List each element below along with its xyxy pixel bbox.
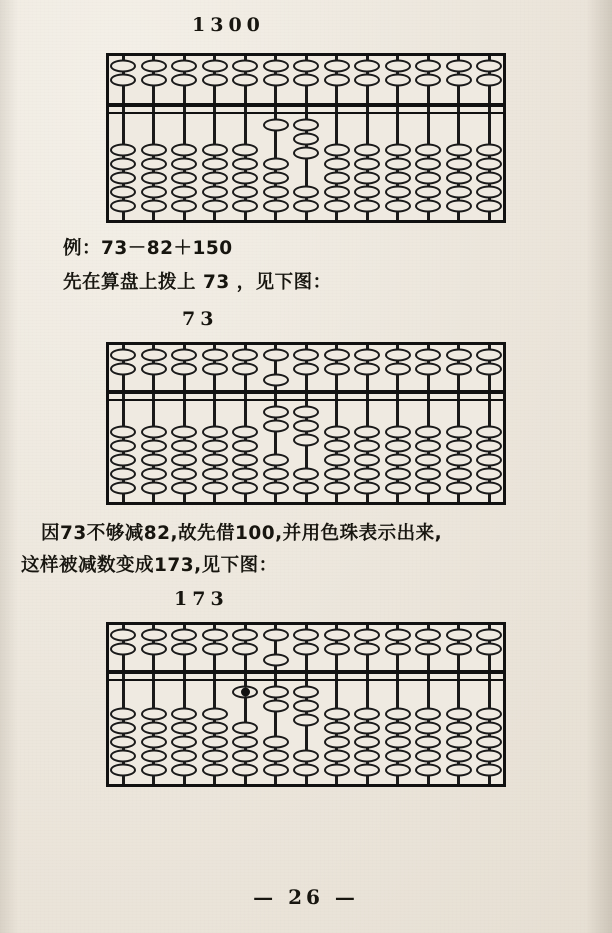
abacus-bead-lower — [202, 426, 228, 439]
abacus-bead-lower — [354, 144, 380, 157]
abacus-bead-upper — [385, 74, 411, 87]
abacus-bead-upper — [476, 349, 502, 362]
abacus-bead-lower — [385, 440, 411, 453]
abacus-bead-upper — [141, 629, 167, 642]
abacus-bead-lower — [202, 736, 228, 749]
abacus-bead-upper — [263, 654, 289, 667]
abacus-bead-lower — [110, 200, 136, 213]
abacus-bead-lower — [141, 722, 167, 735]
abacus-bead-lower — [263, 406, 289, 419]
abacus-diagram-173 — [106, 622, 506, 787]
caption-abacus-1300: 1300 — [192, 14, 265, 36]
abacus-bead-upper — [324, 60, 350, 73]
abacus-bead-lower — [171, 482, 197, 495]
abacus-bead-lower — [476, 736, 502, 749]
abacus-bead-upper — [141, 363, 167, 376]
abacus-bead-lower — [293, 750, 319, 763]
paragraph-step: 先在算盘上拨上 73 ，见下图： — [63, 272, 332, 293]
abacus-bead-lower — [110, 722, 136, 735]
abacus-bead-upper — [415, 60, 441, 73]
abacus-bead-lower — [354, 468, 380, 481]
abacus-bead-upper — [263, 349, 289, 362]
abacus-bead-upper — [202, 74, 228, 87]
abacus-bead-lower — [354, 750, 380, 763]
abacus-beam — [109, 670, 503, 674]
abacus-beam-secondary — [109, 112, 503, 114]
caption-abacus-73: 73 — [182, 308, 219, 330]
abacus-bead-lower — [354, 736, 380, 749]
abacus-bead-lower — [354, 200, 380, 213]
abacus-bead-upper — [476, 629, 502, 642]
abacus-bead-lower — [263, 468, 289, 481]
abacus-bead-lower — [110, 186, 136, 199]
abacus-bead-lower — [415, 454, 441, 467]
abacus-bead-lower — [202, 172, 228, 185]
abacus-bead-lower — [263, 454, 289, 467]
abacus-bead-upper — [202, 349, 228, 362]
abacus-bead-lower — [171, 440, 197, 453]
abacus-bead-lower — [354, 454, 380, 467]
abacus-bead-lower — [385, 454, 411, 467]
abacus-bead-lower — [293, 700, 319, 713]
abacus-bead-upper — [171, 60, 197, 73]
abacus-beam-secondary — [109, 679, 503, 681]
abacus-bead-upper — [415, 349, 441, 362]
abacus-bead-lower — [202, 722, 228, 735]
abacus-bead-lower — [263, 172, 289, 185]
abacus-bead-lower — [202, 468, 228, 481]
abacus-bead-upper — [263, 74, 289, 87]
abacus-bead-lower — [293, 434, 319, 447]
abacus-bead-lower — [293, 147, 319, 160]
abacus-bead-lower — [476, 426, 502, 439]
abacus-bead-lower — [324, 482, 350, 495]
abacus-bead-lower — [232, 722, 258, 735]
paragraph-explain-2: 这样被减数变成173,见下图： — [21, 555, 278, 576]
abacus-bead-upper — [232, 74, 258, 87]
abacus-bead-upper — [171, 629, 197, 642]
abacus-bead-upper — [324, 629, 350, 642]
page-number: — 26 — — [253, 885, 359, 909]
abacus-bead-lower — [141, 200, 167, 213]
abacus-bead-lower — [110, 736, 136, 749]
abacus-bead-lower — [141, 482, 167, 495]
abacus-bead-lower — [171, 454, 197, 467]
abacus-bead-lower — [141, 764, 167, 777]
abacus-bead-upper — [293, 74, 319, 87]
abacus-bead-lower — [232, 736, 258, 749]
abacus-bead-lower — [476, 186, 502, 199]
abacus-bead-lower — [232, 750, 258, 763]
abacus-bead-upper — [446, 363, 472, 376]
abacus-bead-lower — [415, 722, 441, 735]
abacus-bead-upper — [293, 643, 319, 656]
abacus-bead-lower — [354, 764, 380, 777]
abacus-bead-lower — [202, 186, 228, 199]
abacus-bead-lower — [141, 426, 167, 439]
abacus-bead-lower — [446, 144, 472, 157]
abacus-bead-lower — [171, 200, 197, 213]
abacus-bead-lower — [232, 468, 258, 481]
abacus-bead-lower — [324, 440, 350, 453]
abacus-bead-upper — [354, 363, 380, 376]
abacus-bead-upper — [293, 60, 319, 73]
abacus-bead-upper — [232, 60, 258, 73]
abacus-bead-lower — [385, 200, 411, 213]
abacus-bead-lower — [446, 764, 472, 777]
abacus-bead-lower — [415, 764, 441, 777]
abacus-bead-lower — [171, 158, 197, 171]
abacus-bead-upper — [446, 349, 472, 362]
abacus-bead-upper — [415, 363, 441, 376]
abacus-bead-upper — [110, 643, 136, 656]
abacus-bead-lower — [446, 482, 472, 495]
abacus-bead-lower — [232, 764, 258, 777]
abacus-bead-lower — [232, 158, 258, 171]
abacus-bead-lower — [354, 482, 380, 495]
abacus-bead-upper — [110, 60, 136, 73]
abacus-bead-upper — [324, 363, 350, 376]
abacus-bead-lower — [446, 708, 472, 721]
abacus-bead-upper — [446, 60, 472, 73]
abacus-bead-lower — [324, 144, 350, 157]
abacus-diagram-73 — [106, 342, 506, 505]
abacus-bead-lower — [446, 468, 472, 481]
abacus-beam — [109, 390, 503, 394]
abacus-bead-lower — [171, 426, 197, 439]
abacus-bead-lower — [476, 482, 502, 495]
abacus-diagram-1300 — [106, 53, 506, 223]
abacus-bead-upper — [415, 643, 441, 656]
abacus-bead-upper — [171, 363, 197, 376]
abacus-bead-upper — [202, 363, 228, 376]
paragraph-example: 例：73－82＋150 — [63, 238, 233, 259]
abacus-bead-lower — [446, 426, 472, 439]
abacus-bead-lower — [324, 454, 350, 467]
abacus-bead-lower — [141, 750, 167, 763]
abacus-bead-upper — [293, 629, 319, 642]
abacus-bead-lower — [293, 468, 319, 481]
abacus-bead-upper — [476, 363, 502, 376]
abacus-bead-lower — [141, 736, 167, 749]
abacus-bead-lower — [324, 722, 350, 735]
abacus-bead-upper — [110, 74, 136, 87]
abacus-bead-lower — [476, 764, 502, 777]
abacus-bead-lower — [110, 172, 136, 185]
abacus-bead-upper — [385, 349, 411, 362]
abacus-bead-lower — [263, 736, 289, 749]
abacus-bead-lower — [446, 736, 472, 749]
abacus-bead-lower — [476, 468, 502, 481]
abacus-bead-upper — [324, 349, 350, 362]
abacus-bead-lower — [415, 482, 441, 495]
abacus-bead-lower — [324, 172, 350, 185]
abacus-bead-lower — [476, 200, 502, 213]
paragraph-explain-1: 因73不够减82,故先借100,并用色珠表示出来, — [41, 523, 443, 544]
abacus-bead-lower — [415, 440, 441, 453]
abacus-bead-lower — [293, 764, 319, 777]
abacus-bead-upper — [202, 60, 228, 73]
abacus-bead-lower — [354, 172, 380, 185]
abacus-bead-upper — [354, 74, 380, 87]
abacus-bead-lower — [171, 750, 197, 763]
abacus-bead-lower — [110, 426, 136, 439]
abacus-bead-lower — [141, 708, 167, 721]
abacus-bead-lower — [446, 722, 472, 735]
abacus-bead-upper — [446, 74, 472, 87]
page-edge-shadow-right — [586, 0, 612, 933]
abacus-bead-lower — [354, 708, 380, 721]
abacus-bead-lower — [171, 736, 197, 749]
abacus-bead-lower — [415, 200, 441, 213]
abacus-bead-lower — [263, 158, 289, 171]
abacus-beam-secondary — [109, 399, 503, 401]
abacus-bead-lower — [293, 119, 319, 132]
abacus-bead-lower — [385, 144, 411, 157]
abacus-bead-upper — [110, 363, 136, 376]
abacus-bead-lower — [385, 426, 411, 439]
abacus-bead-lower — [446, 750, 472, 763]
abacus-bead-lower — [202, 482, 228, 495]
abacus-bead-lower — [293, 482, 319, 495]
abacus-bead-lower — [110, 454, 136, 467]
abacus-bead-lower — [232, 440, 258, 453]
abacus-bead-lower — [232, 454, 258, 467]
abacus-bead-lower — [171, 172, 197, 185]
abacus-bead-lower — [385, 736, 411, 749]
abacus-bead-lower — [415, 158, 441, 171]
abacus-bead-upper — [202, 643, 228, 656]
abacus-bead-upper — [385, 363, 411, 376]
abacus-bead-lower — [263, 686, 289, 699]
abacus-bead-lower — [476, 454, 502, 467]
abacus-bead-lower — [476, 722, 502, 735]
abacus-bead-upper — [415, 74, 441, 87]
abacus-bead-lower — [202, 764, 228, 777]
abacus-bead-lower — [415, 172, 441, 185]
abacus-bead-lower — [293, 406, 319, 419]
abacus-bead-lower — [446, 172, 472, 185]
abacus-bead-upper — [263, 60, 289, 73]
abacus-bead-lower — [263, 420, 289, 433]
abacus-bead-lower — [324, 750, 350, 763]
abacus-bead-lower — [171, 144, 197, 157]
abacus-bead-lower — [385, 158, 411, 171]
abacus-bead-lower — [385, 186, 411, 199]
abacus-bead-lower — [476, 708, 502, 721]
abacus-beam — [109, 103, 503, 107]
abacus-bead-upper — [171, 349, 197, 362]
abacus-bead-lower — [263, 750, 289, 763]
abacus-bead-lower — [232, 144, 258, 157]
abacus-bead-upper — [110, 349, 136, 362]
abacus-bead-lower — [354, 158, 380, 171]
abacus-bead-upper — [232, 349, 258, 362]
abacus-bead-lower — [202, 708, 228, 721]
abacus-bead-upper — [232, 629, 258, 642]
abacus-bead-lower — [263, 119, 289, 132]
abacus-bead-upper — [293, 349, 319, 362]
abacus-bead-upper — [476, 643, 502, 656]
abacus-bead-upper — [263, 374, 289, 387]
abacus-bead-lower — [202, 144, 228, 157]
abacus-bead-lower — [476, 750, 502, 763]
abacus-bead-lower — [202, 750, 228, 763]
abacus-bead-lower — [324, 200, 350, 213]
abacus-bead-lower — [324, 708, 350, 721]
abacus-bead-lower — [141, 468, 167, 481]
abacus-bead-lower — [263, 700, 289, 713]
abacus-bead-upper — [385, 643, 411, 656]
abacus-bead-lower — [263, 482, 289, 495]
abacus-bead-upper — [202, 629, 228, 642]
abacus-bead-lower — [232, 482, 258, 495]
abacus-bead-upper — [476, 74, 502, 87]
abacus-frame-inner — [109, 345, 503, 502]
abacus-bead-lower — [476, 172, 502, 185]
abacus-bead-lower — [446, 200, 472, 213]
abacus-bead-lower — [324, 468, 350, 481]
abacus-bead-lower — [110, 440, 136, 453]
abacus-bead-lower — [263, 200, 289, 213]
abacus-bead-lower — [141, 172, 167, 185]
abacus-bead-upper — [171, 74, 197, 87]
abacus-bead-lower — [446, 158, 472, 171]
abacus-bead-lower — [324, 426, 350, 439]
abacus-bead-lower — [171, 186, 197, 199]
abacus-bead-lower — [354, 426, 380, 439]
abacus-bead-lower — [110, 482, 136, 495]
abacus-bead-lower — [110, 750, 136, 763]
abacus-bead-lower — [110, 158, 136, 171]
abacus-bead-upper — [324, 643, 350, 656]
abacus-bead-upper — [110, 629, 136, 642]
abacus-bead-lower — [476, 158, 502, 171]
abacus-bead-upper — [354, 643, 380, 656]
abacus-bead-lower — [110, 764, 136, 777]
abacus-bead-lower — [171, 764, 197, 777]
abacus-bead-upper — [141, 60, 167, 73]
abacus-bead-lower — [476, 440, 502, 453]
abacus-bead-lower — [202, 200, 228, 213]
abacus-bead-lower — [415, 750, 441, 763]
abacus-bead-lower — [324, 764, 350, 777]
abacus-bead-lower — [385, 764, 411, 777]
abacus-bead-lower — [293, 686, 319, 699]
abacus-bead-lower — [293, 133, 319, 146]
abacus-bead-lower — [232, 200, 258, 213]
caption-abacus-173: 173 — [174, 588, 229, 610]
abacus-frame-inner — [109, 56, 503, 220]
abacus-bead-lower — [110, 468, 136, 481]
abacus-bead-lower — [415, 144, 441, 157]
abacus-bead-lower — [324, 736, 350, 749]
abacus-bead-upper — [171, 643, 197, 656]
abacus-bead-lower — [293, 200, 319, 213]
abacus-bead-lower — [263, 764, 289, 777]
abacus-frame-inner — [109, 625, 503, 784]
abacus-bead-upper — [385, 629, 411, 642]
abacus-bead-upper — [293, 363, 319, 376]
abacus-bead-lower — [171, 722, 197, 735]
abacus-bead-lower — [202, 454, 228, 467]
abacus-bead-lower — [446, 440, 472, 453]
abacus-bead-lower — [232, 186, 258, 199]
abacus-bead-lower — [324, 158, 350, 171]
abacus-bead-lower — [446, 454, 472, 467]
abacus-bead-lower — [415, 468, 441, 481]
abacus-bead-lower — [415, 736, 441, 749]
abacus-bead-upper — [415, 629, 441, 642]
abacus-bead-lower — [415, 708, 441, 721]
abacus-bead-lower — [141, 158, 167, 171]
abacus-bead-lower — [385, 708, 411, 721]
abacus-bead-lower — [354, 186, 380, 199]
abacus-bead-lower — [385, 722, 411, 735]
abacus-bead-lower — [385, 468, 411, 481]
abacus-bead-upper — [354, 629, 380, 642]
abacus-bead-lower — [110, 708, 136, 721]
abacus-bead-lower — [293, 420, 319, 433]
page-edge-shadow-left — [0, 0, 18, 933]
abacus-bead-lower — [141, 454, 167, 467]
abacus-bead-upper — [354, 349, 380, 362]
abacus-bead-lower — [110, 144, 136, 157]
abacus-bead-lower — [202, 440, 228, 453]
abacus-bead-lower — [415, 186, 441, 199]
abacus-bead-lower — [446, 186, 472, 199]
abacus-bead-lower — [324, 186, 350, 199]
abacus-bead-lower — [232, 426, 258, 439]
abacus-bead-lower — [385, 172, 411, 185]
abacus-bead-lower — [354, 722, 380, 735]
abacus-bead-lower — [171, 468, 197, 481]
abacus-bead-upper — [476, 60, 502, 73]
abacus-bead-lower — [202, 158, 228, 171]
abacus-bead-upper — [446, 629, 472, 642]
abacus-bead-lower — [293, 186, 319, 199]
abacus-bead-upper — [232, 363, 258, 376]
abacus-bead-lower — [476, 144, 502, 157]
abacus-bead-upper — [141, 349, 167, 362]
abacus-bead-lower — [385, 750, 411, 763]
abacus-bead-lower — [141, 144, 167, 157]
abacus-bead-lower — [141, 186, 167, 199]
abacus-bead-upper — [446, 643, 472, 656]
abacus-bead-colored — [232, 686, 258, 699]
abacus-bead-upper — [385, 60, 411, 73]
abacus-bead-lower — [385, 482, 411, 495]
abacus-bead-upper — [263, 629, 289, 642]
abacus-bead-upper — [232, 643, 258, 656]
abacus-bead-lower — [171, 708, 197, 721]
abacus-bead-lower — [415, 426, 441, 439]
abacus-bead-lower — [354, 440, 380, 453]
abacus-bead-lower — [232, 172, 258, 185]
abacus-bead-upper — [324, 74, 350, 87]
abacus-bead-upper — [354, 60, 380, 73]
abacus-bead-upper — [141, 643, 167, 656]
abacus-bead-lower — [141, 440, 167, 453]
abacus-bead-lower — [293, 714, 319, 727]
abacus-bead-lower — [263, 186, 289, 199]
abacus-bead-upper — [141, 74, 167, 87]
